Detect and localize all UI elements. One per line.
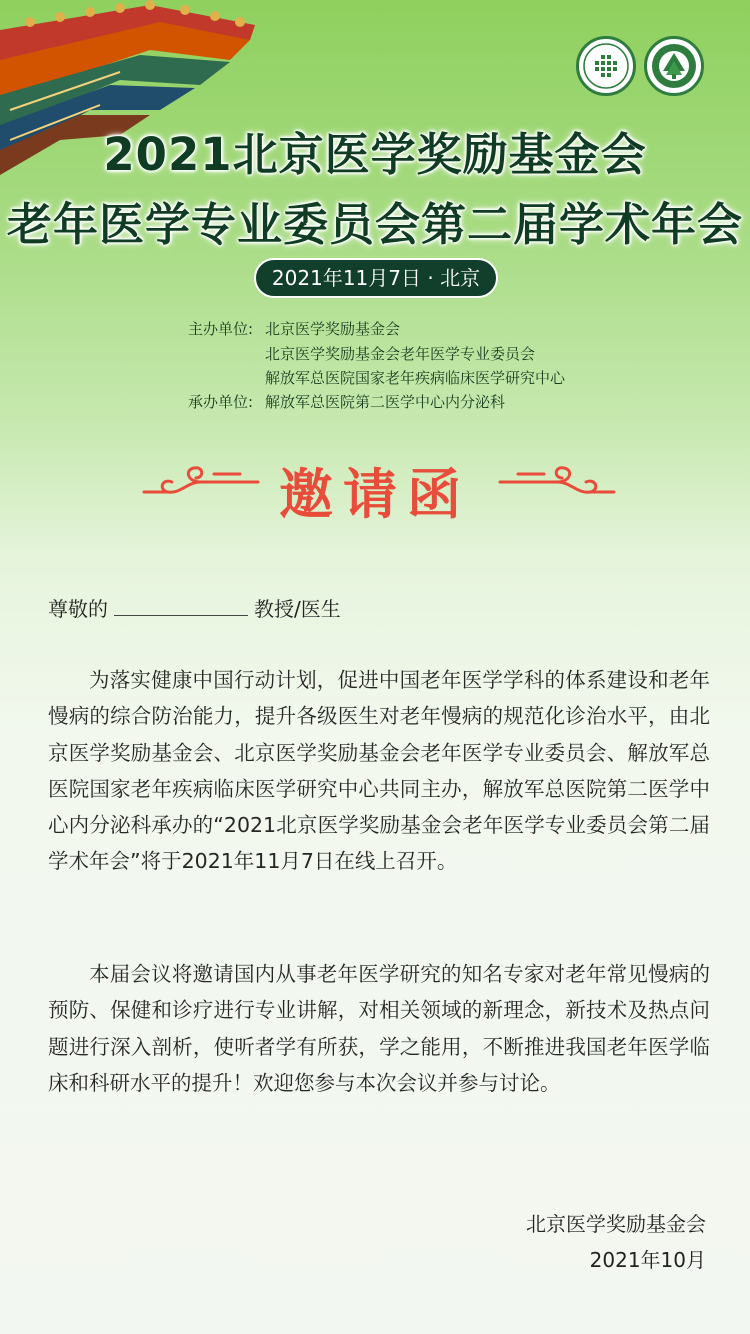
invitation-paragraph-1: [48, 662, 710, 880]
paragraph-text: 本届会议将邀请国内从事老年医学研究的知名专家对老年常见慢病的预防、保健和诊疗进行专业讲解，对相关领域的新理念，新技术及热点问题进行深入剖析，使听者学有所获，学之能用，不断推进我国老年医学临床和科研水平的提升！欢迎您参与本次会议并参与讨论。: [48, 962, 710, 1095]
host-organizer-line-1: [188, 318, 400, 339]
undertaker-name: 解放军总医院第二医学中心内分泌科: [265, 393, 506, 411]
host-name: 解放军总医院国家老年疾病临床医学研究中心: [265, 369, 566, 387]
signature-organization: 北京医学奖励基金会: [526, 1212, 706, 1236]
page-title-line-1: 2021北京医学奖励基金会: [103, 128, 647, 181]
host-organizer-line-3: [265, 367, 565, 388]
salutation-suffix: 教授/医生: [254, 597, 341, 621]
signature-date: 2021年10月: [589, 1248, 706, 1272]
paragraph-text: 为落实健康中国行动计划，促进中国老年医学学科的体系建设和老年慢病的综合防治能力，提升各级医生对老年慢病的规范化诊治水平，由北京医学奖励基金会、北京医学奖励基金会老年医学专业委员会、解放军总医院国家老年疾病临床医学研究中心共同主办，解放军总医院第二医学中心内分泌科承办的“2021北京医学奖励基金会老年医学专业委员会第二届学术年会”将于2021年11月7日在线上召开。: [48, 668, 710, 874]
invitation-paragraph-2: [48, 956, 710, 1101]
undertaker-label: 承办单位:: [188, 393, 254, 411]
name-blank-line: [114, 597, 248, 616]
host-organizer-line-2: [265, 343, 535, 364]
date-location-badge: 2021年11月7日 · 北京: [254, 258, 498, 298]
foundation-logo: [576, 36, 636, 96]
host-name: 北京医学奖励基金会: [265, 320, 401, 338]
page-title-line-2: 老年医学专业委员会第二届学术年会: [6, 198, 743, 251]
undertaker-line: [188, 391, 505, 412]
right-cloud-ornament: [498, 462, 618, 506]
salutation: [48, 593, 341, 622]
salutation-prefix: 尊敬的: [48, 597, 108, 621]
invitation-heading: 邀请函: [279, 463, 471, 526]
host-name: 北京医学奖励基金会老年医学专业委员会: [265, 345, 536, 363]
host-label: 主办单位:: [188, 320, 254, 338]
logo-group: [576, 36, 704, 96]
geriatric-committee-logo: [644, 36, 704, 96]
